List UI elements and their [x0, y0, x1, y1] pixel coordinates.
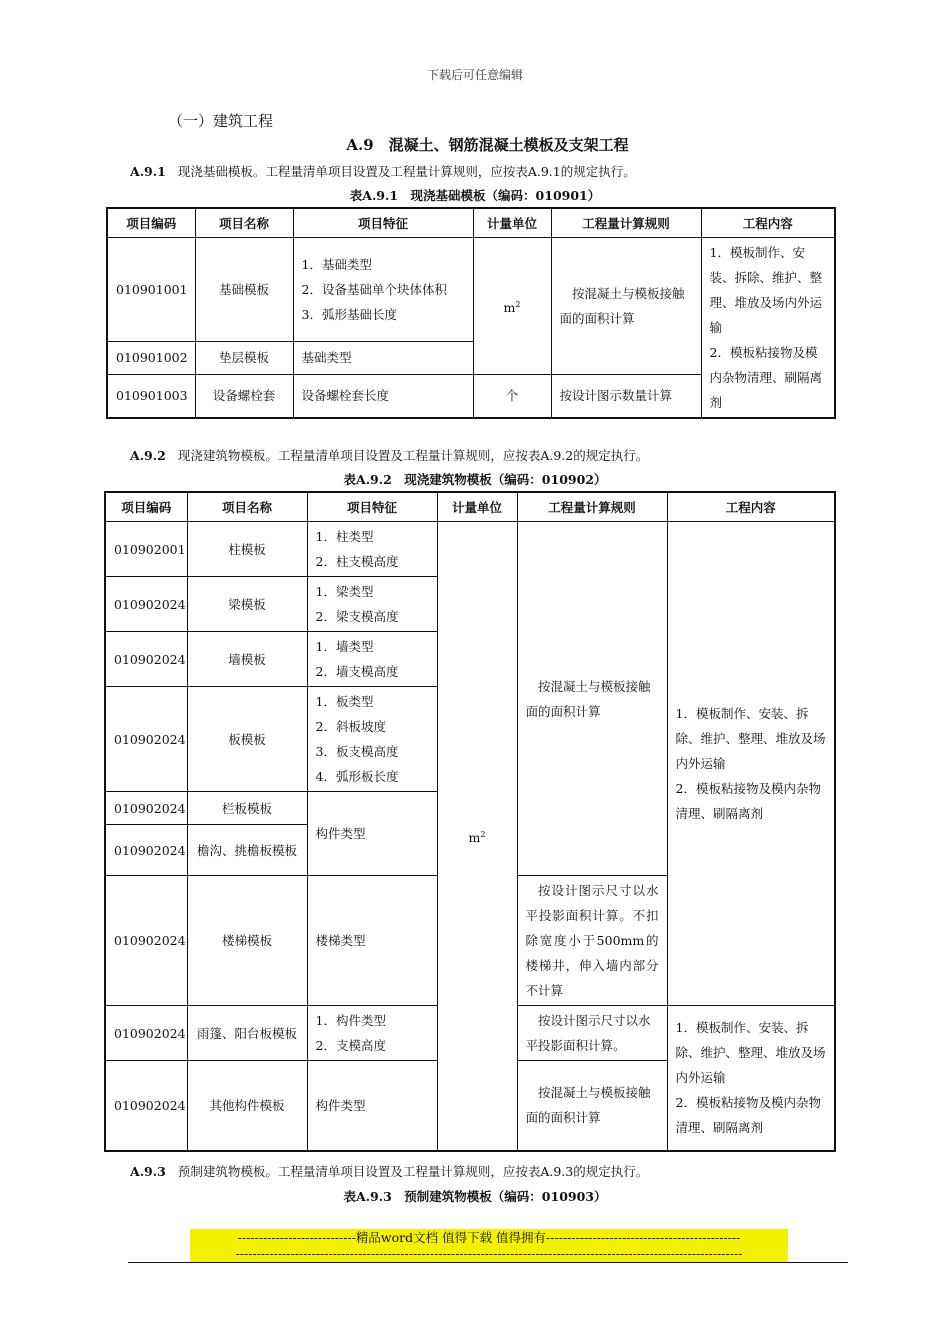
item-name: 板模板 — [187, 687, 307, 792]
content-line: 2．模板粘接物及模内杂物清理、刷隔离剂 — [675, 1095, 821, 1136]
table1-caption: 表A.9.1 现浇基础模板（编码：010901） — [349, 188, 601, 203]
header-features: 项目特征 — [307, 492, 437, 522]
item-code: 010901001 — [107, 238, 195, 342]
content-line: 1．模板制作、安装、拆除、维护、整理、堆放及场内外运输 — [709, 245, 823, 335]
item-name: 柱模板 — [187, 522, 307, 577]
item-code: 010902024 — [105, 687, 187, 792]
rule-cell: 按设计图示尺寸以水平投影面积计算。 — [517, 1006, 667, 1061]
content-cell — [701, 238, 835, 419]
footer-dashes: ------------------------------------------------------------------------------------------------------------------------ — [190, 1245, 788, 1262]
paragraph-text: 现浇建筑物模板。工程量清单项目设置及工程量计算规则，应按表A.9.2的规定执行。 — [177, 448, 649, 463]
table2-caption: 表A.9.2 现浇建筑物模板（编码：010902） — [343, 472, 607, 487]
item-code: 010902024 — [105, 1061, 187, 1151]
footer-rule — [128, 1262, 848, 1263]
content-line: 1．模板制作、安装、拆除、维护、整理、堆放及场内外运输 — [675, 706, 826, 771]
item-code: 010902024 — [105, 876, 187, 1006]
feature-line: 2．斜板坡度 — [315, 719, 386, 734]
content-line: 1．模板制作、安装、拆除、维护、整理、堆放及场内外运输 — [675, 1020, 826, 1086]
table-a92 — [104, 491, 836, 1152]
feature-line: 2．支模高度 — [315, 1038, 386, 1053]
item-name: 设备螺栓套 — [195, 374, 293, 418]
header-content: 工程内容 — [701, 208, 835, 238]
item-name: 基础模板 — [195, 238, 293, 342]
content-cell — [667, 1006, 835, 1151]
feature-line: 1．构件类型 — [315, 1013, 386, 1028]
unit-cell: $m^2$ — [437, 522, 517, 1151]
rule-cell: 按混凝土与模板接触面的面积计算 — [551, 238, 701, 375]
item-features: 构件类型 — [307, 792, 437, 876]
item-code: 010902024 — [105, 577, 187, 632]
chapter-title: A.9 混凝土、钢筋混凝土模板及支架工程 — [346, 136, 629, 154]
item-name: 檐沟、挑檐板模板 — [187, 825, 307, 876]
feature-line: 1．基础类型 — [301, 256, 372, 272]
header-features: 项目特征 — [293, 208, 473, 238]
item-name: 墙模板 — [187, 632, 307, 687]
item-name: 雨篷、阳台板模板 — [187, 1006, 307, 1061]
item-features — [307, 522, 437, 577]
feature-line: 3．板支模高度 — [315, 744, 399, 759]
table-header-row — [105, 492, 835, 522]
header-code: 项目编码 — [105, 492, 187, 522]
header-code: 项目编码 — [107, 208, 195, 238]
item-features: 设备螺栓套长度 — [293, 374, 473, 418]
header-unit: 计量单位 — [473, 208, 551, 238]
item-code: 010902001 — [105, 522, 187, 577]
item-name: 栏板模板 — [187, 792, 307, 825]
item-features — [307, 577, 437, 632]
paragraph-text: 预制建筑物模板。工程量清单项目设置及工程量计算规则，应按表A.9.3的规定执行。 — [177, 1164, 649, 1179]
paragraph-number: A.9.2 — [130, 448, 166, 463]
item-features: 基础类型 — [293, 341, 473, 374]
item-code: 010902024 — [105, 792, 187, 825]
header-content: 工程内容 — [667, 492, 835, 522]
feature-line: 4．弧形板长度 — [315, 769, 399, 784]
item-name: 垫层模板 — [195, 341, 293, 374]
rule-cell: 按混凝土与模板接触面的面积计算 — [517, 522, 667, 876]
rule-cell: 按设计图示尺寸以水平投影面积计算。不扣除宽度小于500mm的楼梯井，伸入墙内部分不计算 — [517, 876, 667, 1006]
content-cell — [667, 522, 835, 1006]
feature-line: 2．墙支模高度 — [315, 664, 399, 679]
item-name: 梁模板 — [187, 577, 307, 632]
header-unit: 计量单位 — [437, 492, 517, 522]
item-name: 楼梯模板 — [187, 876, 307, 1006]
item-code: 010902024 — [105, 632, 187, 687]
header-name: 项目名称 — [195, 208, 293, 238]
table-header-row — [107, 208, 835, 238]
content-line: 2．模板粘接物及模内杂物清理、刷隔离剂 — [675, 781, 821, 821]
unit-cell: 个 — [473, 374, 551, 418]
feature-line: 1．柱类型 — [315, 529, 374, 544]
item-features: 构件类型 — [307, 1061, 437, 1151]
paragraph-number: A.9.1 — [130, 164, 166, 179]
feature-line: 2．设备基础单个块体体积 — [301, 281, 447, 297]
feature-line: 1．墙类型 — [315, 639, 374, 654]
item-code: 010901003 — [107, 374, 195, 418]
item-features — [307, 687, 437, 792]
item-name: 其他构件模板 — [187, 1061, 307, 1151]
item-features — [307, 1006, 437, 1061]
item-features — [293, 238, 473, 342]
item-features — [307, 632, 437, 687]
paragraph-a91 — [130, 162, 636, 180]
item-features: 楼梯类型 — [307, 876, 437, 1006]
content-line: 2．模板粘接物及模内杂物清理、刷隔离剂 — [709, 345, 823, 410]
table-row — [105, 522, 835, 577]
unit-cell: $m^2$ — [473, 238, 551, 375]
item-code: 010902024 — [105, 825, 187, 876]
table-a91 — [106, 207, 836, 419]
header-rule: 工程量计算规则 — [517, 492, 667, 522]
feature-line: 2．柱支模高度 — [315, 554, 399, 569]
item-code: 010901002 — [107, 341, 195, 374]
feature-line: 1．梁类型 — [315, 584, 374, 599]
header-note: 下载后可任意编辑 — [426, 68, 523, 82]
footer-banner: ----------------------------精品word文档 值得下载 值得拥有---------------------------------------------- — [190, 1229, 788, 1246]
item-code: 010902024 — [105, 1006, 187, 1061]
rule-cell: 按混凝土与模板接触面的面积计算 — [517, 1061, 667, 1151]
feature-line: 1．板类型 — [315, 694, 374, 709]
feature-line: 3．弧形基础长度 — [301, 306, 397, 322]
table3-caption: 表A.9.3 预制建筑物模板（编码：010903） — [343, 1189, 607, 1204]
header-name: 项目名称 — [187, 492, 307, 522]
section-title: （一）建筑工程 — [168, 112, 274, 130]
paragraph-text: 现浇基础模板。工程量清单项目设置及工程量计算规则，应按表A.9.1的规定执行。 — [177, 164, 636, 179]
rule-cell: 按设计图示数量计算 — [551, 374, 701, 418]
paragraph-number: A.9.3 — [130, 1164, 166, 1179]
feature-line: 2．梁支模高度 — [315, 609, 399, 624]
paragraph-a93 — [130, 1162, 648, 1180]
header-rule: 工程量计算规则 — [551, 208, 701, 238]
table-row — [107, 238, 835, 342]
paragraph-a92 — [130, 446, 648, 464]
